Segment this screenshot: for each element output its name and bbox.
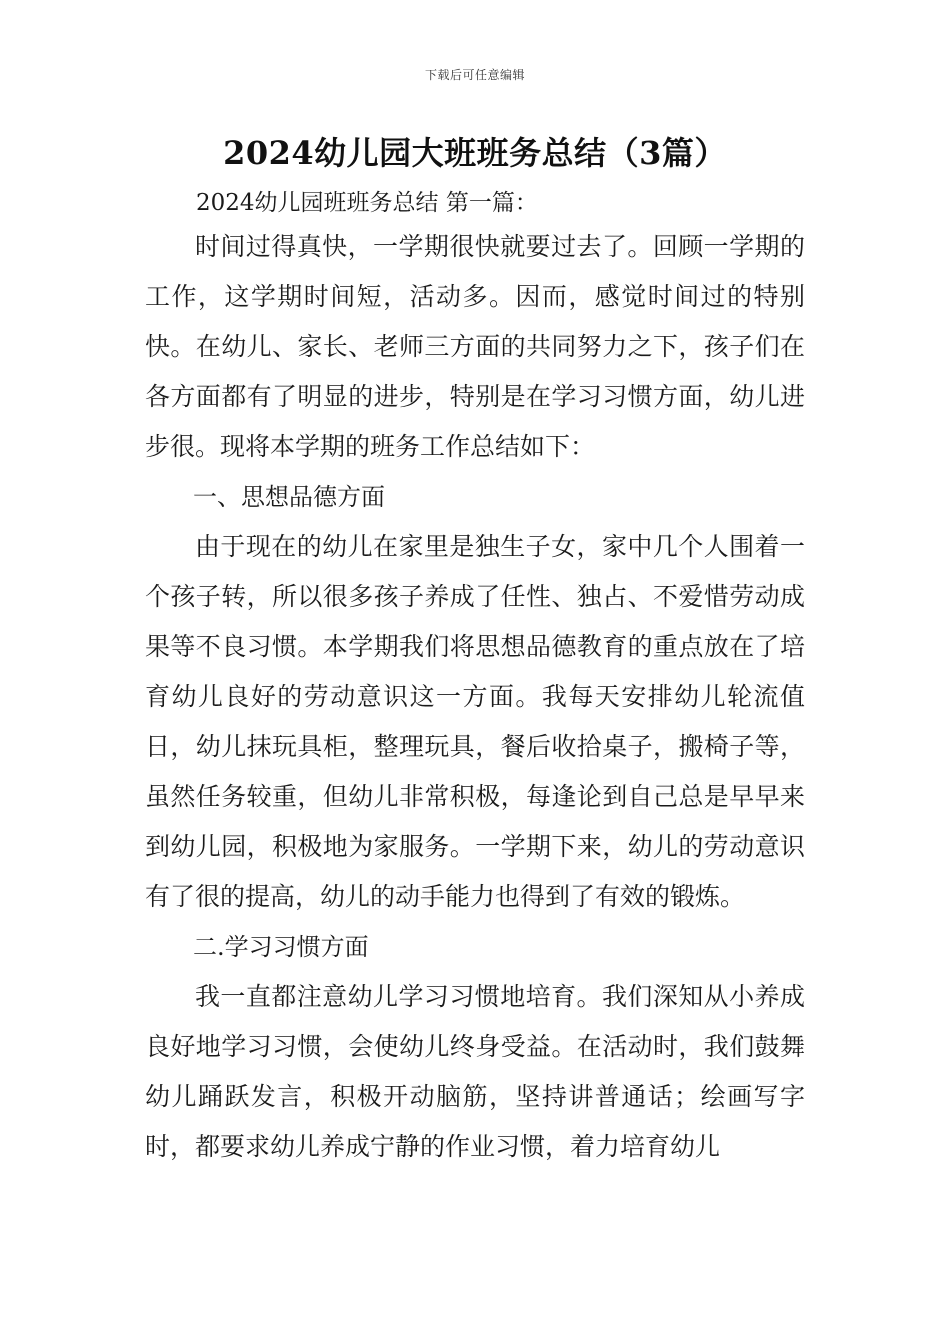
- paragraph-intro: 时间过得真快，一学期很快就要过去了。回顾一学期的工作，这学期时间短，活动多。因而，感觉时间过的特别快。在幼儿、家长、老师三方面的共同努力之下，孩子们在各方面都有了明显的进步，特别是在学习习惯方面，幼儿进步很。现将本学期的班务工作总结如下：: [145, 232, 805, 461]
- document-subtitle: 2024幼儿园班班务总结 第一篇：: [196, 190, 538, 216]
- header-note: 下载后可任意编辑: [424, 68, 525, 82]
- paragraph-study: 我一直都注意幼儿学习习惯地培育。我们深知从小养成良好地学习习惯，会使幼儿终身受益。在活动时，我们鼓舞幼儿踊跃发言，积极开动脑筋，坚持讲普通话；绘画写字时，都要求幼儿养成宁静的作业习惯，着力培育幼儿: [145, 982, 805, 1161]
- document-body: [145, 222, 805, 1172]
- document-title: 2024幼儿园大班班务总结（3篇）: [223, 134, 727, 172]
- section-heading-study: 二.学习习惯方面: [193, 933, 369, 961]
- paragraph-moral: 由于现在的幼儿在家里是独生子女，家中几个人围着一个孩子转，所以很多孩子养成了任性、独占、不爱惜劳动成果等不良习惯。本学期我们将思想品德教育的重点放在了培育幼儿良好的劳动意识这一方面。我每天安排幼儿轮流值日，幼儿抹玩具柜，整理玩具，餐后收拾桌子，搬椅子等，虽然任务较重，但幼儿非常积极，每逢论到自己总是早早来到幼儿园，积极地为家服务。一学期下来，幼儿的劳动意识有了很的提高，幼儿的动手能力也得到了有效的锻炼。: [145, 532, 805, 911]
- section-heading-moral: 一、思想品德方面: [193, 483, 385, 511]
